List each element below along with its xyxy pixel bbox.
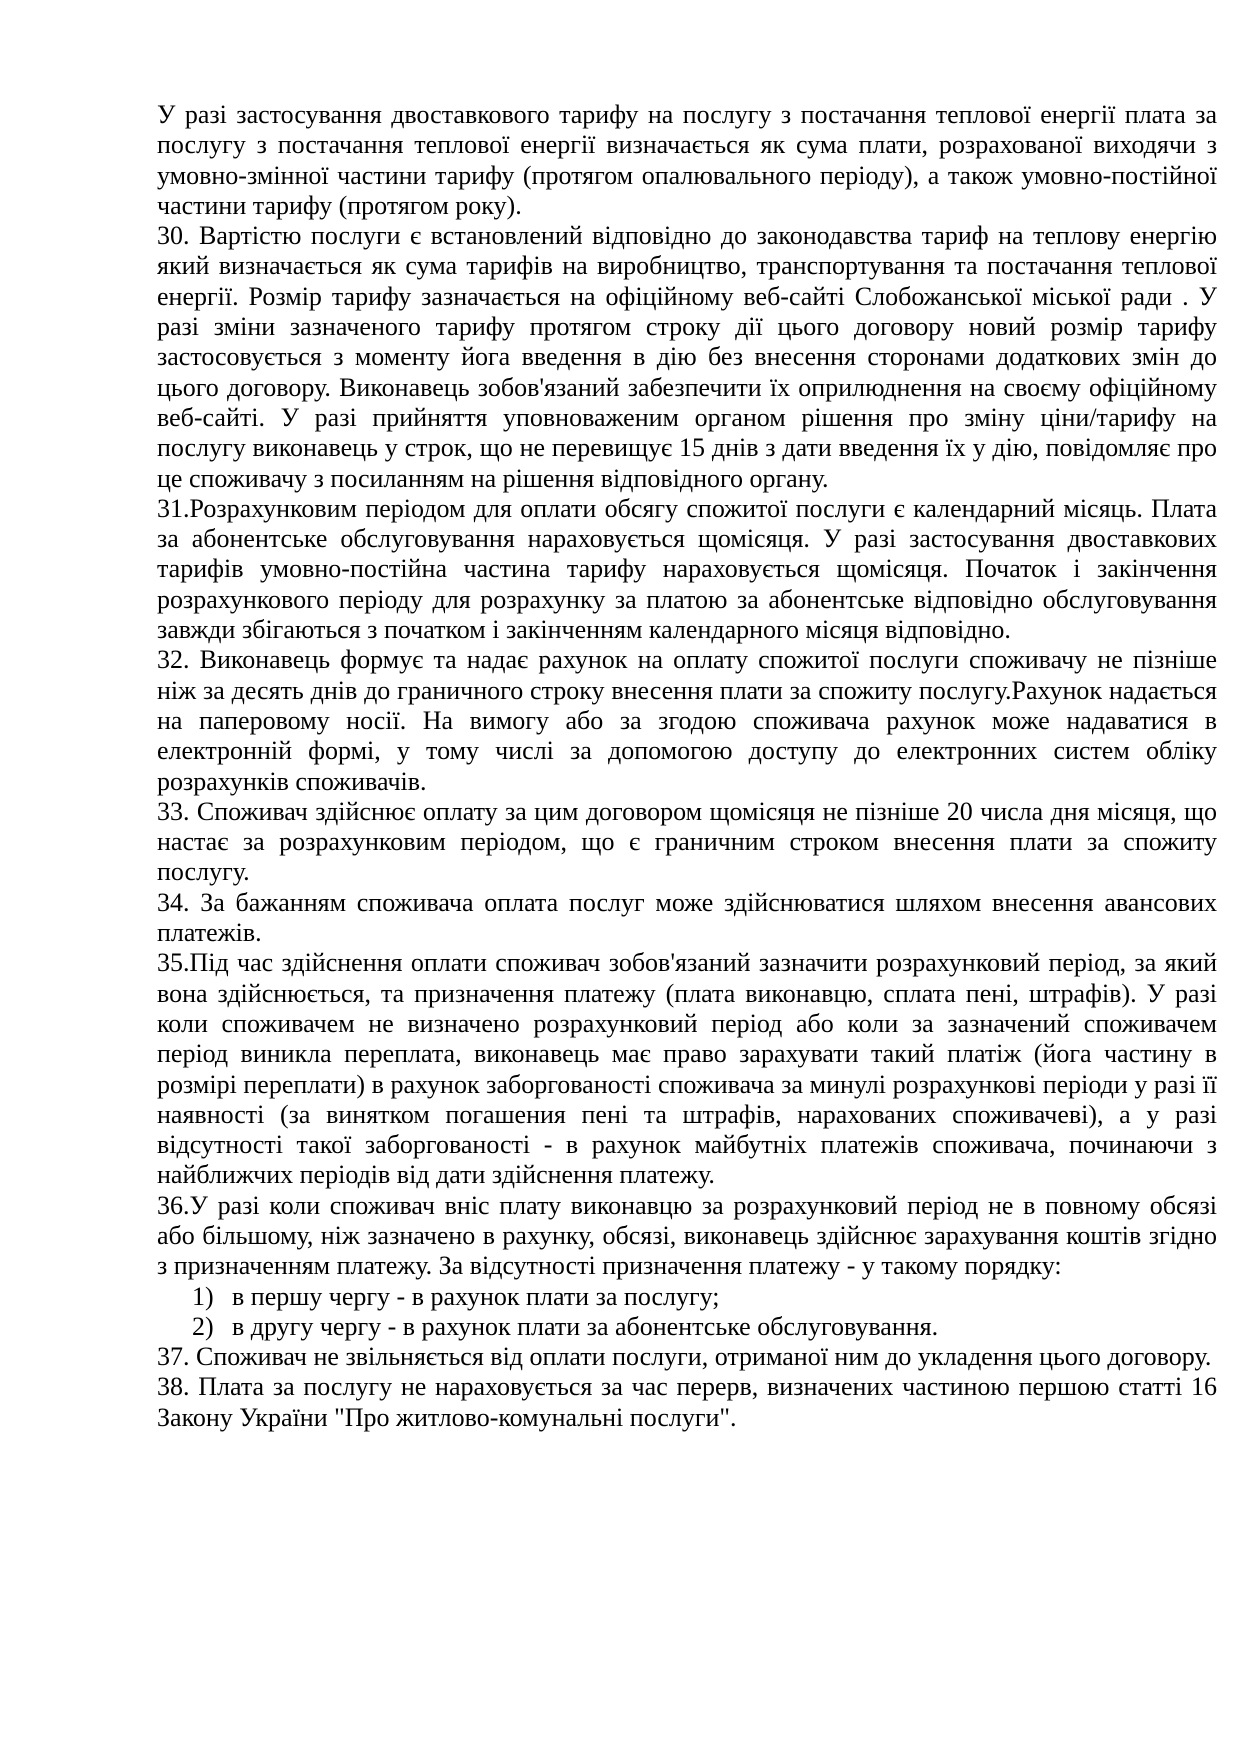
list-item-2-text: в другу чергу - в рахунок плати за абонентське обслуговування. xyxy=(232,1311,939,1341)
list-item-1 xyxy=(157,1282,1217,1312)
clause-33-payment-deadline: 33. Споживач здійснює оплату за цим договором щомісяця не пізніше 20 числа дня місяця, що настає за розрахунковим періодом, що є граничним строком внесення плати за спожиту послугу. xyxy=(157,796,1217,887)
list-item-1-marker: 1) xyxy=(192,1281,214,1311)
clause-30-service-cost: 30. Вартістю послуги є встановлений відповідно до законодавства тариф на теплову енергію який визначається як сума тарифів на виробництво, транспортування та постачання теплової енергії. Розмір тарифу зазначається на офіційному веб-сайті Слобожанської міської ради . У разі зміни зазначеного тарифу протягом строку дії цього договору новий розмір тарифу застосовується з моменту йога введення в дію без внесення сторонами додаткових змін до цього договору. Виконавець зобов'язаний забезпечити їх оприлюднення на своєму офіційному веб-сайті. У разі прийняття уповноваженим органом рішення про зміну ціни/тарифу на послугу виконавець у строк, що не перевищує 15 днів з дати введення їх у дію, повідомляє про це споживачу з посиланням на рішення відповідного органу. xyxy=(157,221,1217,493)
list-item-2-marker: 2) xyxy=(192,1311,214,1341)
list-item-2 xyxy=(157,1312,1217,1342)
clause-36-payment-allocation: 36.У разі коли споживач вніс плату виконавцю за розрахунковий період не в повному обсязі або більшому, ніж зазначено в рахунку, обсязі, виконавець здійснює зарахування коштів згідно з призначенням платежу. За відсутності призначення платежу - у такому порядку: xyxy=(157,1190,1217,1281)
clause-31-billing-period: 31.Розрахунковим періодом для оплати обсягу спожитої послуги є календарний місяць. Плата за абонентське обслуговування нараховується щомісяця. У разі застосування двоставкових тарифів умовно-постійна частина тарифу нараховується щомісяця. Початок і закінчення розрахункового періоду для розрахунку за платою за абонентське відповідно обслуговування завжди збігаються з початком і закінченням календарного місяця відповідно. xyxy=(157,493,1217,645)
clause-37-no-exemption: 37. Споживач не звільняється від оплати послуги, отриманої ним до укладення цього договору. xyxy=(157,1342,1212,1372)
clause-38-no-charge-interruptions: 38. Плата за послугу не нараховується за час перерв, визначених частиною першою статті 16 Закону України "Про житлово-комунальні послуги". xyxy=(157,1372,1217,1432)
paragraph-intro-two-rate-tariff: У разі застосування двоставкового тарифу на послугу з постачання теплової енергії плата за послугу з постачання теплової енергії визначається як сума плати, розрахованої виходячи з умовно-змінної частини тарифу (протягом опалювального періоду), а також умовно-постійної частини тарифу (протягом року). xyxy=(157,100,1217,220)
list-item-1-text: в першу чергу - в рахунок плати за послугу; xyxy=(232,1281,720,1311)
clause-35-payment-purpose: 35.Під час здійснення оплати споживач зобов'язаний зазначити розрахунковий період, за який вона здійснюється, та призначення платежу (плата виконавцю, сплата пені, штрафів). У разі коли споживачем не визначено розрахунковий період або коли за зазначений споживачем період виникла переплата, виконавець має право зарахувати такий платіж (йога частину в розмірі переплати) в рахунок заборгованості споживача за минулі розрахункові періоди у разі її наявності (за винятком погашения пені та штрафів, нарахованих споживачеві), а у разі відсутності такої заборгованості - в рахунок майбутніх платежів споживача, починаючи з найближчих періодів від дати здійснення платежу. xyxy=(157,948,1217,1190)
clause-34-advance-payments: 34. За бажанням споживача оплата послуг може здійснюватися шляхом внесення авансових платежів. xyxy=(157,887,1217,948)
clause-32-invoice-issue: 32. Виконавець формує та надає рахунок на оплату спожитої послуги споживачу не пізніше ніж за десять днів до граничного строку внесення плати за спожиту послугу.Рахунок надається на паперовому носії. На вимогу або за згодою споживача рахунок може надаватися в електронній формі, у тому числі за допомогою доступу до електронних систем обліку розрахунків споживачів. xyxy=(157,645,1217,796)
